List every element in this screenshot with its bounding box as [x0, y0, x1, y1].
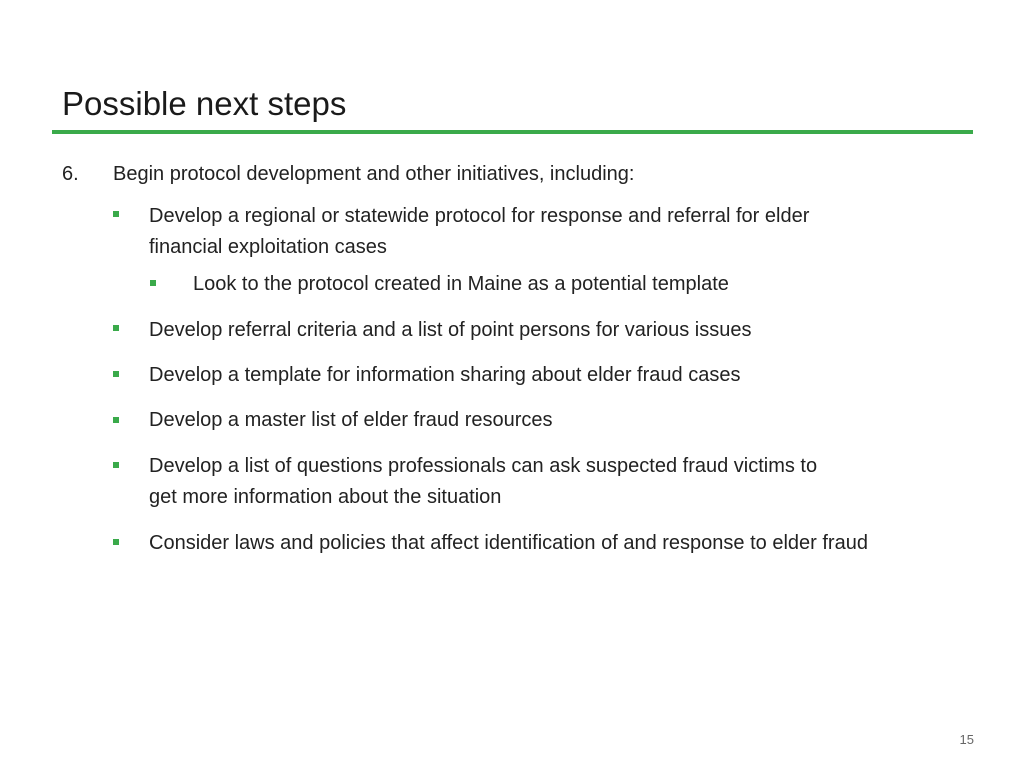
list-item-number: 6.: [62, 163, 79, 185]
bullet-text: Consider laws and policies that affect identification of and response to elder fraud: [149, 532, 868, 554]
bullet-marker-icon: [113, 211, 119, 217]
bullet-text: Develop a list of questions professionals can ask suspected fraud victims to get more information about the situation: [149, 455, 818, 508]
bullet-text: Develop a master list of elder fraud resources: [149, 409, 553, 431]
title-divider: [52, 130, 973, 134]
bullet-text: Develop referral criteria and a list of point persons for various issues: [149, 319, 752, 341]
sub-bullet-marker-icon: [150, 280, 156, 286]
bullet-marker-icon: [113, 371, 119, 377]
bullet-marker-icon: [113, 325, 119, 331]
bullet-text: Develop a regional or statewide protocol for response and referral for elder financial exploitation cases: [149, 205, 810, 258]
slide-title: Possible next steps: [62, 85, 347, 122]
bullet-text: Develop a template for information sharing about elder fraud cases: [149, 364, 741, 386]
bullet-marker-icon: [113, 417, 119, 423]
sub-bullet-text: Look to the protocol created in Maine as a potential template: [193, 273, 729, 295]
list-item-heading: Begin protocol development and other initiatives, including:: [113, 163, 635, 185]
bullet-marker-icon: [113, 462, 119, 468]
page-number: 15: [959, 732, 974, 747]
bullet-marker-icon: [113, 539, 119, 545]
